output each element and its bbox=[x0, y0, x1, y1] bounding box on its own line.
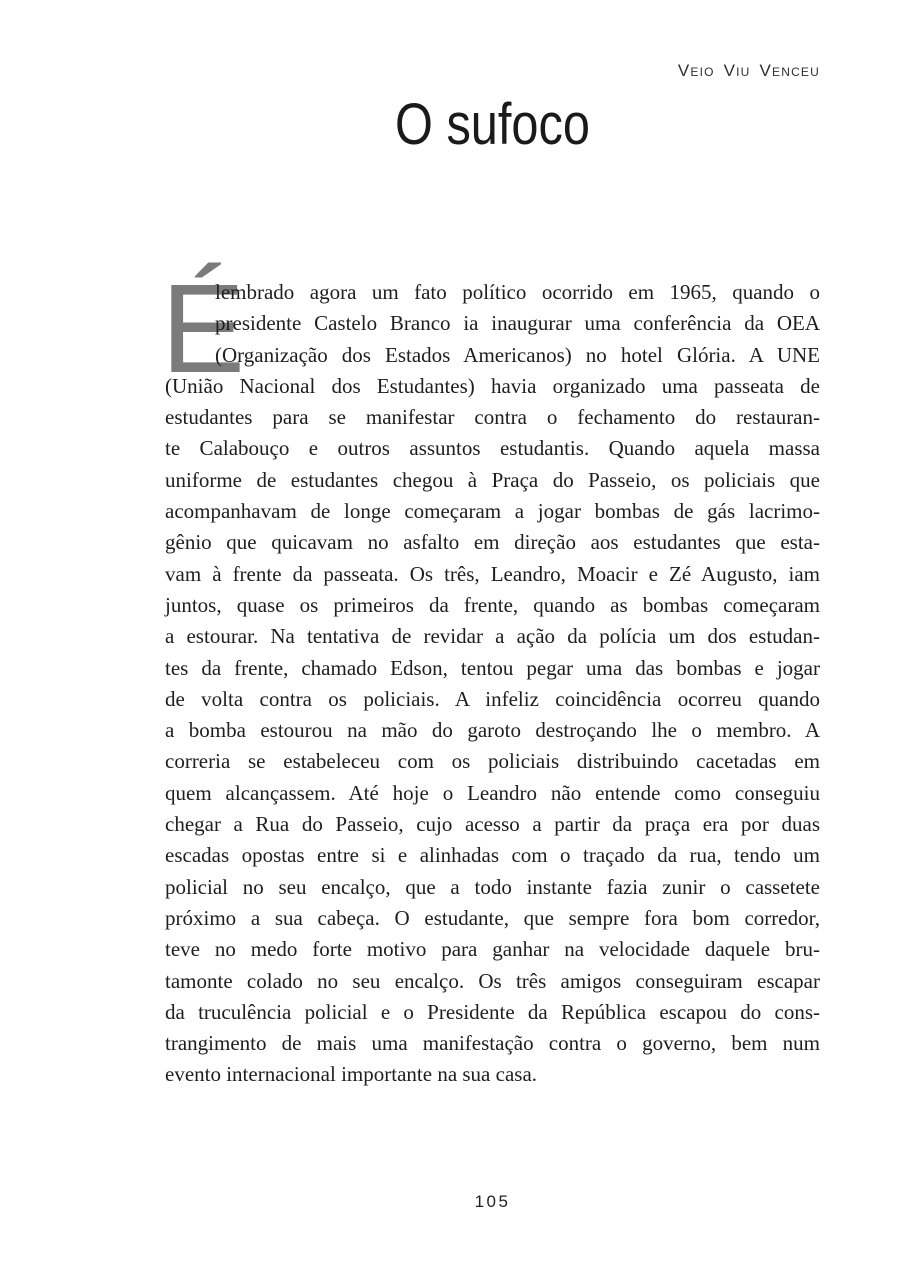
body-line: da truculência policial e o Presidente da República escapou do cons- bbox=[165, 999, 820, 1024]
body-line: te Calabouço e outros assuntos estudantis. Quando aquela massa bbox=[165, 436, 820, 461]
body-line: uniforme de estudantes chegou à Praça do Passeio, os policiais que bbox=[165, 467, 820, 492]
body-line: acompanhavam de longe começaram a jogar bombas de gás lacrimo- bbox=[165, 499, 820, 524]
body-line: lembrado agora um fato político ocorrido em 1965, quando o bbox=[215, 280, 820, 304]
body-line: trangimento de mais uma manifestação contra o governo, bem num bbox=[165, 1031, 820, 1056]
body-line: evento internacional importante na sua casa. bbox=[165, 1062, 538, 1087]
body-line: juntos, quase os primeiros da frente, quando as bombas começaram bbox=[165, 592, 820, 617]
body-line: quem alcançassem. Até hoje o Leandro não entende como conseguiu bbox=[165, 780, 820, 805]
drop-cap: É bbox=[161, 258, 246, 399]
body-line: (Organização dos Estados Americanos) no hotel Glória. A UNE bbox=[215, 342, 820, 367]
body-line: vam à frente da passeata. Os três, Leandro, Moacir e Zé Augusto, iam bbox=[165, 561, 820, 586]
body-line: estudantes para se manifestar contra o fechamento do restauran- bbox=[165, 405, 820, 430]
body-line: chegar a Rua do Passeio, cujo acesso a partir da praça era por duas bbox=[165, 812, 820, 837]
chapter-title: O sufoco bbox=[395, 92, 590, 157]
body-line: teve no medo forte motivo para ganhar na velocidade daquele bru- bbox=[165, 937, 820, 962]
body-line: a bomba estourou na mão do garoto destroçando lhe o membro. A bbox=[165, 718, 820, 743]
body-line: próximo a sua cabeça. O estudante, que sempre fora bom corredor, bbox=[165, 905, 820, 930]
body-line: a estourar. Na tentativa de revidar a ação da polícia um dos estudan- bbox=[165, 624, 820, 649]
page-number: 105 bbox=[474, 1192, 511, 1211]
body-line: policial no seu encalço, que a todo instante fazia zunir o cassetete bbox=[165, 874, 820, 899]
body-line: tamonte colado no seu encalço. Os três amigos conseguiram escapar bbox=[165, 968, 820, 993]
body-line: presidente Castelo Branco ia inaugurar uma conferência da OEA bbox=[215, 311, 820, 336]
body-line: correria se estabeleceu com os policiais distribuindo cacetadas em bbox=[165, 749, 820, 774]
body-paragraph bbox=[165, 277, 820, 1091]
body-line: gênio que quicavam no asfalto em direção aos estudantes que esta- bbox=[165, 530, 820, 555]
body-line: escadas opostas entre si e alinhadas com o traçado da rua, tendo um bbox=[165, 843, 820, 868]
body-line: de volta contra os policiais. A infeliz coincidência ocorreu quando bbox=[165, 686, 820, 711]
running-header: Veio Viu Venceu bbox=[677, 61, 820, 80]
body-line: tes da frente, chamado Edson, tentou pegar uma das bombas e jogar bbox=[165, 655, 820, 680]
body-line: (União Nacional dos Estudantes) havia organizado uma passeata de bbox=[165, 373, 820, 398]
